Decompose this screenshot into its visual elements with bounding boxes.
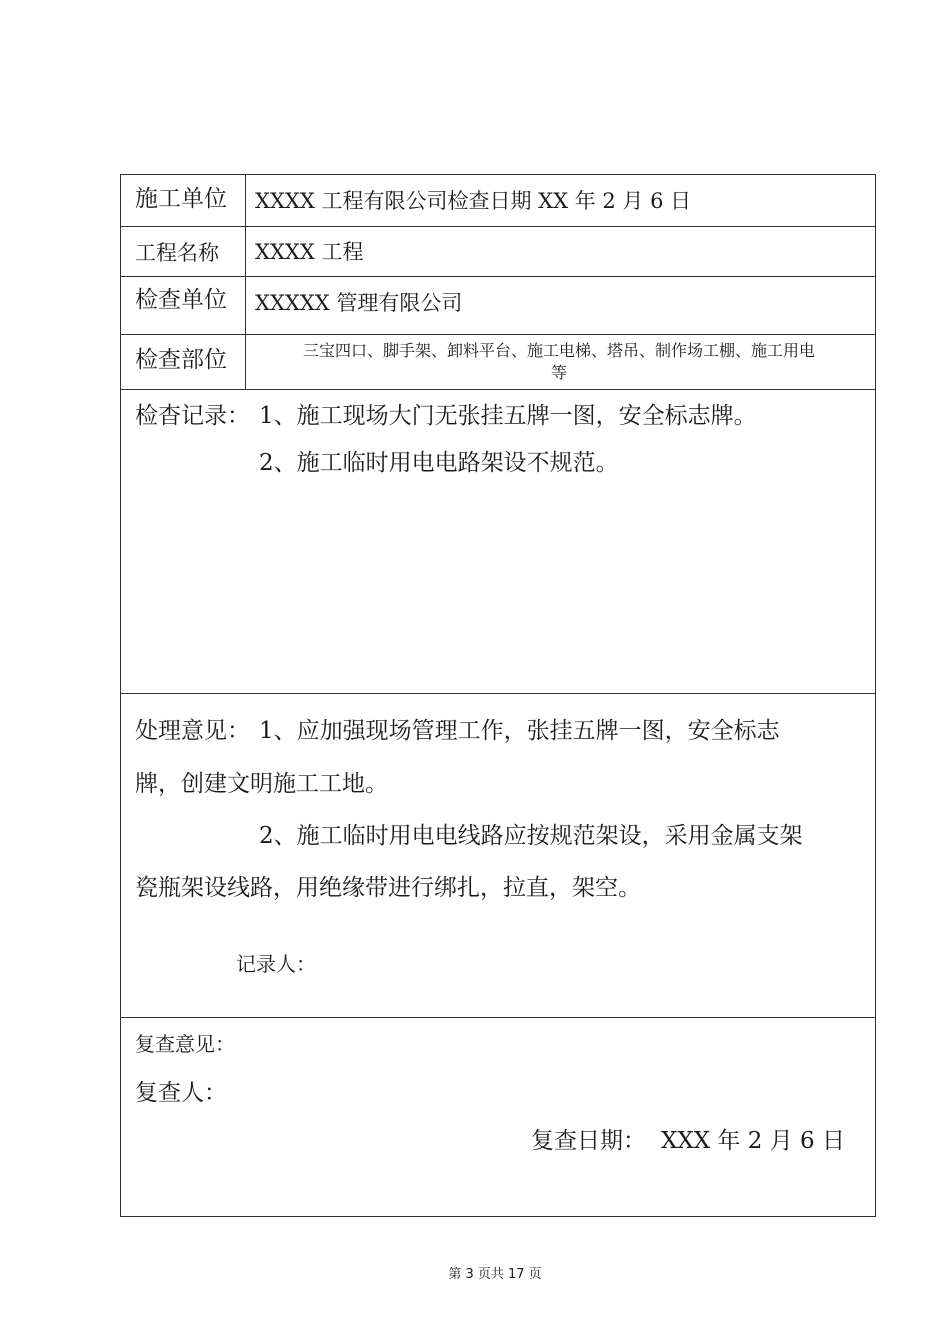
handling-opinion-label: 处理意见：	[135, 718, 250, 744]
review-opinion-label: 复查意见：	[135, 1032, 235, 1056]
inspection-unit-label: 检查单位	[135, 287, 227, 313]
row-construction-unit	[121, 175, 875, 227]
inspection-area-value-line2: 等	[550, 363, 567, 382]
row-project-name	[121, 227, 875, 277]
handling-opinion-item-2-line1: 2、施工临时用电电线路应按规范架设，采用金属支架	[259, 823, 803, 849]
review-date-value: XXX 年 2 月 6 日	[661, 1128, 845, 1154]
inspection-unit-value: XXXXX 管理有限公司	[255, 291, 463, 315]
row-inspection-unit	[121, 277, 875, 335]
project-name-value: XXXX 工程	[255, 240, 364, 264]
inspection-record-item-1: 1、施工现场大门无张挂五牌一图，安全标志牌。	[259, 403, 757, 429]
inspection-record-item-2: 2、施工临时用电电路架设不规范。	[259, 450, 619, 476]
inspection-form	[120, 174, 876, 1217]
construction-unit-label: 施工单位	[135, 186, 227, 212]
row-review	[121, 1018, 875, 1218]
column-divider	[245, 175, 246, 226]
inspection-area-value-line1: 三宝四口、脚手架、卸料平台、施工电梯、塔吊、制作场工棚、施工用电	[302, 341, 815, 360]
row-inspection-area	[121, 335, 875, 390]
handling-opinion-item-1-line2: 牌，创建文明施工工地。	[135, 771, 388, 797]
inspection-record-label: 检杳记录：	[135, 403, 250, 429]
row-inspection-record	[121, 390, 875, 694]
column-divider	[245, 227, 246, 276]
reviewer-label: 复查人：	[135, 1080, 227, 1106]
construction-unit-value: XXXX 工程有限公司检查日期 XX 年 2 月 6 日	[255, 189, 692, 213]
project-name-label: 工程名称	[135, 241, 219, 265]
handling-opinion-item-2-line2: 瓷瓶架设线路，用绝缘带进行绑扎，拉直，架空。	[135, 875, 641, 901]
inspection-area-label: 检查部位	[135, 347, 227, 373]
row-handling-opinion	[121, 694, 875, 1018]
page-number-footer: 第 3 页共 17 页	[448, 1267, 542, 1282]
recorder-label: 记录人：	[236, 952, 316, 976]
review-date-label: 复查日期：	[531, 1128, 646, 1154]
handling-opinion-item-1-line1: 1、应加强现场管理工作，张挂五牌一图，安全标志	[259, 718, 780, 744]
column-divider	[245, 277, 246, 334]
column-divider	[245, 335, 246, 389]
